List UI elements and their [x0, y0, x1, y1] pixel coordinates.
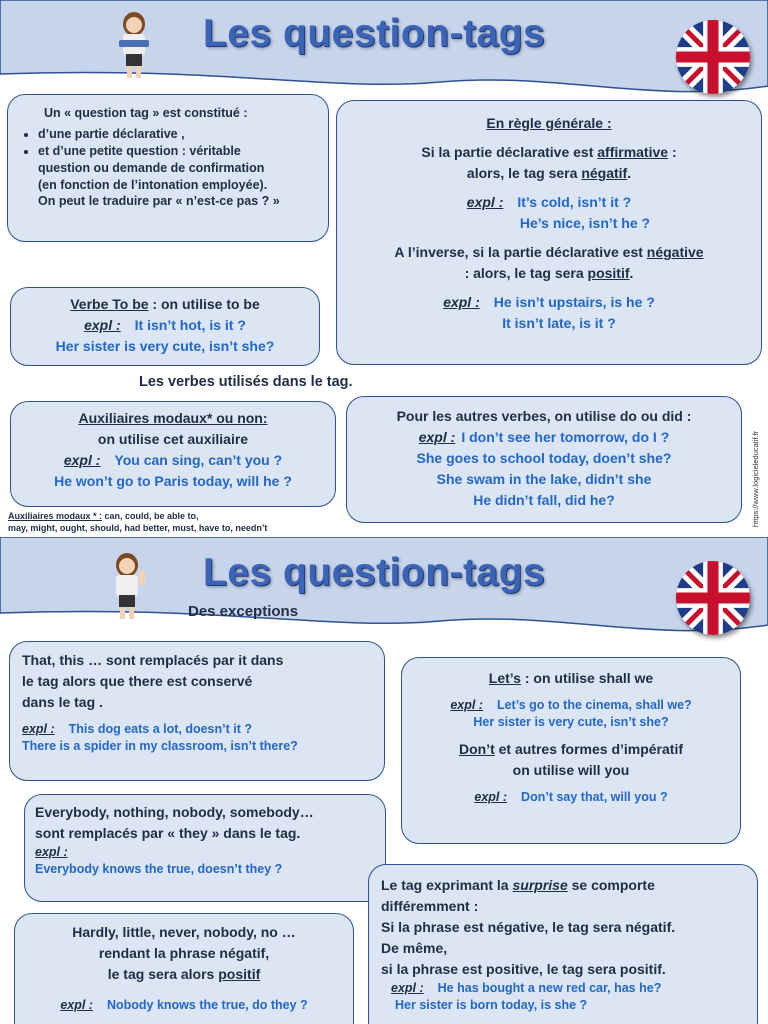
expl-label: expl : [466, 194, 504, 210]
example-text: He isn’t upstairs, is he ? [493, 294, 655, 310]
modal-line-2: on utilise cet auxiliaire [97, 431, 249, 447]
example-text: Nobody knows the true, do they ? [106, 998, 308, 1012]
dont-word: Don’t [458, 740, 495, 757]
intro-heading: Un « question tag » est constitué : [44, 106, 248, 120]
surprise-suffix: se comporte [567, 877, 655, 893]
example-text: It isn’t hot, is it ? [134, 317, 246, 333]
footnote-text-1: can, could, be able to, [102, 511, 199, 521]
expl-label: expl : [84, 317, 121, 333]
other-example-1 [351, 427, 737, 448]
expl-label: expl : [443, 294, 480, 310]
expl-label: expl : [22, 722, 55, 736]
surprise-box [368, 864, 758, 1024]
that-line-3: dans le tag . [22, 694, 103, 710]
hardly-line-3-prefix: le tag sera alors [107, 966, 215, 982]
general-example-3 [345, 292, 753, 313]
expl-label: expl : [418, 429, 456, 445]
example-text: It’s cold, isn’t it ? [517, 194, 632, 210]
hardly-box [14, 913, 354, 1024]
hardly-line-2: rendant la phrase négatif, [98, 945, 270, 961]
modal-box [10, 401, 336, 507]
general-rule-box [336, 100, 762, 365]
teacher-avatar-icon [103, 549, 151, 621]
surprise-example-2: Her sister is born today, is she ? [395, 997, 588, 1012]
intro-bullet-1 [38, 126, 316, 143]
lets-heading-suffix: : on utilise shall we [520, 670, 654, 686]
intro-box [7, 94, 329, 242]
dont-line-1 [408, 739, 734, 760]
footnote-line-1 [8, 511, 267, 523]
page-title: Les question-tags [203, 12, 546, 55]
lets-heading-word: Let’s [488, 670, 521, 686]
modal-heading: Auxiliaires modaux* ou non: [78, 410, 268, 426]
example-text: Let’s go to the cinema, shall we? [496, 698, 692, 712]
lets-example-2: Her sister is very cute, isn’t she? [473, 714, 669, 729]
page-2 [0, 537, 768, 1024]
to-be-example-1 [17, 315, 313, 336]
surprise-example-1 [381, 980, 745, 997]
hardly-line-3-word: positif [218, 966, 261, 982]
surprise-line-2: différemment : [381, 898, 479, 914]
to-be-heading-suffix: : on utilise to be [148, 296, 260, 312]
general-example-1 [345, 192, 753, 213]
uk-flag-icon [676, 20, 750, 94]
example-text: He has bought a new red car, has he? [437, 981, 662, 995]
other-example-4: He didn’t fall, did he? [473, 492, 615, 508]
expl-label: expl : [474, 789, 508, 804]
expl-label: expl : [450, 698, 483, 712]
dont-suffix: et autres formes d’impératif [494, 740, 684, 757]
surprise-line-3: Si la phrase est négative, le tag sera négatif. [381, 919, 676, 935]
surprise-line-1 [381, 875, 745, 896]
rule-1-line-2-suffix: . [627, 165, 632, 181]
everybody-expl [35, 844, 375, 861]
expl-label: expl : [63, 452, 101, 468]
everybody-example: Everybody knows the true, doesn’t they ? [35, 861, 283, 876]
that-example-1 [22, 721, 372, 738]
lets-example-1 [408, 697, 734, 714]
dont-line-2: on utilise will you [512, 761, 630, 778]
modal-footnote [8, 511, 267, 534]
expl-label: expl : [35, 845, 68, 859]
rule-2-line-2-word: positif [587, 265, 630, 281]
everybody-box [24, 794, 386, 902]
hardly-example [21, 997, 347, 1014]
footnote-line-2: may, might, ought, should, had better, must, have to, needn’t [8, 522, 268, 533]
rule-1-line-2 [345, 163, 753, 184]
modal-example-2: He won’t go to Paris today, will he ? [54, 473, 292, 489]
intro-bullet-2-line-3: (en fonction de l’intonation employée). [38, 177, 268, 192]
surprise-word: surprise [512, 877, 568, 893]
surprise-prefix: Le tag exprimant la [381, 877, 509, 893]
hardly-line-1: Hardly, little, never, nobody, no … [72, 924, 296, 940]
to-be-heading-word: Verbe To be [70, 296, 149, 312]
to-be-heading [17, 294, 313, 315]
general-rule-heading: En règle générale : [486, 115, 612, 131]
expl-label: expl : [60, 998, 93, 1012]
page-title: Les question-tags [203, 551, 546, 594]
hardly-line-3 [21, 964, 347, 985]
rule-1-line-1 [345, 142, 753, 163]
that-line-1: That, this … sont remplacés par it dans [22, 652, 284, 668]
page-subtitle: Des exceptions [188, 603, 299, 620]
rule-1-word: affirmative [597, 144, 669, 160]
rule-2-line-2-suffix: . [629, 265, 634, 281]
intro-bullet-2-line-1: • et d’une petite question : véritable [38, 143, 241, 158]
rule-1-line-2-prefix: alors, le tag sera [466, 165, 578, 181]
dont-example [408, 789, 734, 806]
to-be-box [10, 287, 320, 366]
rule-2-line-2 [345, 263, 753, 284]
uk-flag-icon [676, 561, 750, 635]
that-this-box [9, 641, 385, 781]
intro-bullet-2-line-4: On peut le traduire par « n’est-ce pas ? » [38, 194, 280, 209]
other-verbs-heading: Pour les autres verbes, on utilise do ou did : [396, 408, 692, 424]
surprise-line-5: si la phrase est positive, le tag sera positif. [381, 961, 666, 977]
rule-2-line-2-prefix: : alors, le tag sera [464, 265, 584, 281]
other-example-2: She goes to school today, doen’t she? [416, 450, 672, 466]
everybody-line-1: Everybody, nothing, nobody, somebody… [35, 804, 314, 820]
footnote-label: Auxiliaires modaux * : [8, 511, 103, 521]
rule-2-word: négative [646, 244, 704, 260]
everybody-line-2: sont remplacés par « they » dans le tag. [35, 825, 301, 841]
rule-2-prefix: A l’inverse, si la partie déclarative est [394, 244, 643, 260]
intro-bullet-1-text: d’une partie déclarative , [38, 126, 185, 141]
lets-heading [408, 668, 734, 689]
rule-2-line-1 [345, 242, 753, 263]
verbs-heading: Les verbes utilisés dans le tag. [139, 374, 353, 390]
rule-1-suffix: : [668, 144, 677, 160]
that-example-2: There is a spider in my classroom, isn’t there? [22, 738, 298, 753]
general-example-4: It isn’t late, is it ? [502, 315, 616, 331]
example-text: You can sing, can’t you ? [114, 452, 283, 468]
teacher-avatar-icon [110, 8, 158, 80]
example-text: Don’t say that, will you ? [521, 789, 668, 804]
to-be-example-2: Her sister is very cute, isn’t she? [55, 338, 275, 354]
modal-example-1 [15, 450, 331, 471]
lets-box [401, 657, 741, 844]
example-text: I don’t see her tomorrow, do I ? [461, 429, 670, 445]
intro-bullet-2 [38, 143, 316, 211]
rule-1-prefix: Si la partie déclarative est [421, 144, 594, 160]
that-line-2: le tag alors que there est conservé [22, 673, 253, 689]
example-text: This dog eats a lot, doesn’t it ? [68, 722, 252, 736]
intro-bullets [20, 126, 316, 210]
rule-1-line-2-word: négatif [581, 165, 628, 181]
other-example-3: She swam in the lake, didn’t she [436, 471, 652, 487]
surprise-line-4: De même, [381, 940, 448, 956]
general-example-2: He’s nice, isn’t he ? [519, 215, 651, 231]
expl-label: expl : [391, 981, 424, 995]
other-verbs-box [346, 396, 742, 523]
watermark-url: https://www.logicieleducatif.fr [751, 430, 760, 527]
intro-bullet-2-line-2: question ou demande de confirmation [38, 160, 265, 175]
